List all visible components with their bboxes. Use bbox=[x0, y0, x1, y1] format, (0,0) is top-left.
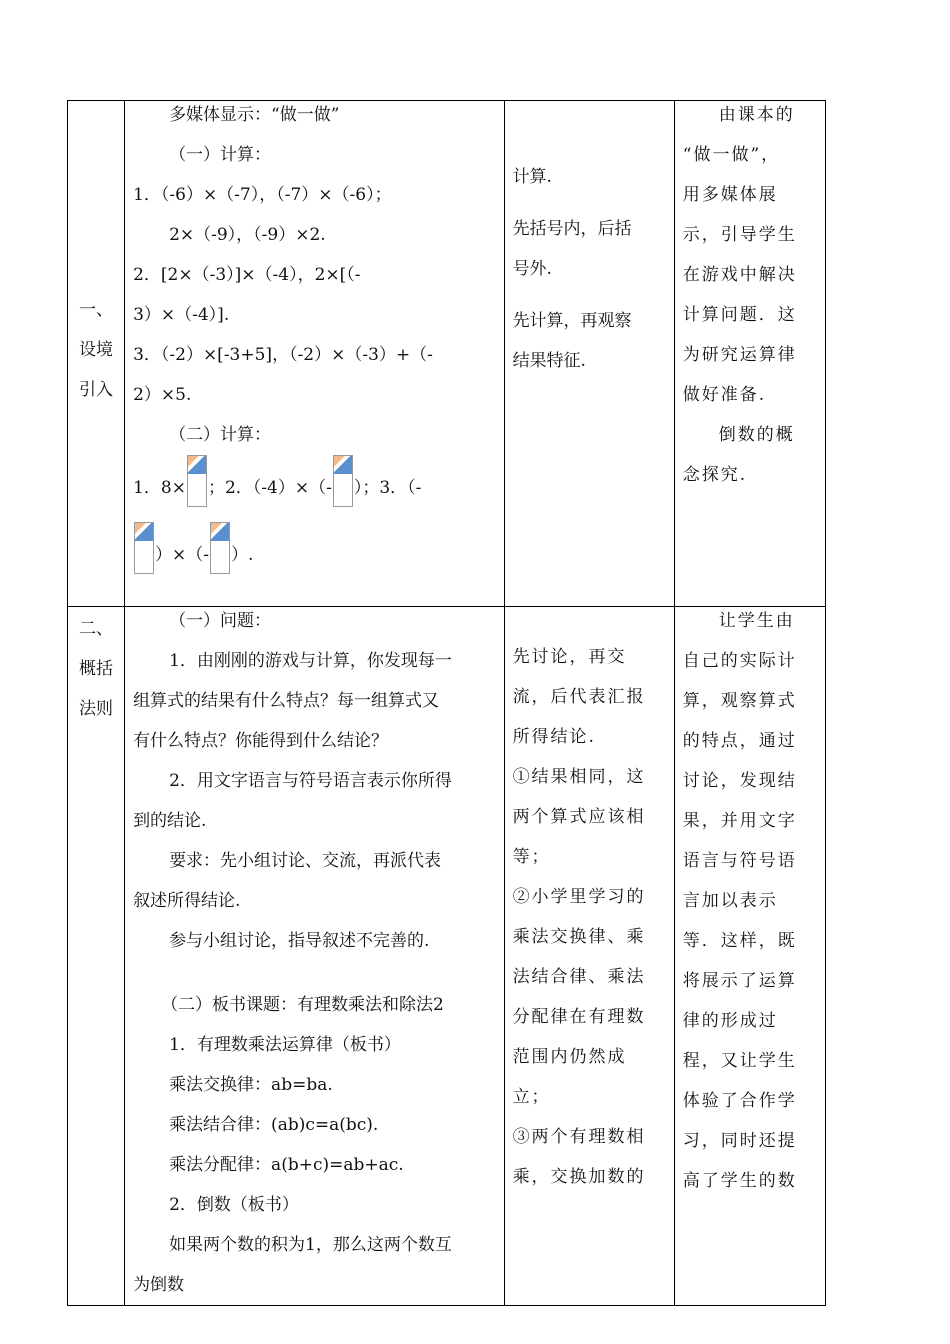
text-line: 在游戏中解决 bbox=[682, 265, 797, 285]
text-line: 示，引导学生 bbox=[682, 225, 797, 245]
text-line: （一）计算： bbox=[169, 145, 272, 165]
text-line: 让学生由 bbox=[718, 611, 795, 631]
text-line: 号外. bbox=[512, 259, 552, 279]
text-line: 2．[2×（-3）]×（-4），2×[（- bbox=[133, 265, 361, 285]
text-line: 有什么特点？你能得到什么结论？ bbox=[133, 731, 389, 751]
text-line: 乘法交换律：ab=ba. bbox=[169, 1075, 333, 1095]
stage-label: 设境 bbox=[79, 340, 114, 360]
text-line: 语言与符号语 bbox=[682, 851, 797, 871]
text-line: 乘法分配律：a(b+c)=ab+ac. bbox=[169, 1155, 404, 1175]
text-fragment: 1．8× bbox=[133, 478, 186, 498]
text-line: 由课本的 bbox=[718, 105, 795, 125]
text-line: 果，并用文字 bbox=[682, 811, 797, 831]
stage-cell bbox=[68, 101, 125, 607]
text-line: 乘法结合律：(ab)c=a(bc). bbox=[169, 1115, 379, 1135]
text-line: 2．用文字语言与符号语言表示你所得 bbox=[169, 771, 452, 791]
text-line: 3）×（-4）]. bbox=[133, 305, 230, 325]
text-line: ②小学里学习的 bbox=[512, 887, 646, 907]
text-line: 组算式的结果有什么特点？每一组算式又 bbox=[133, 691, 440, 711]
stage-label: 概括 bbox=[79, 659, 114, 679]
text-line: 为研究运算律 bbox=[682, 345, 797, 365]
text-line: “做一做”， bbox=[682, 145, 781, 165]
text-line: 等．这样，既 bbox=[682, 931, 797, 951]
stage-label: 引入 bbox=[79, 380, 114, 400]
text-line: 念探究. bbox=[682, 465, 748, 485]
text-line: 2．倒数（板书） bbox=[169, 1195, 299, 1215]
stage-label: 二、 bbox=[79, 619, 114, 639]
text-line: 先讨论，再交 bbox=[512, 647, 627, 667]
text-line: 算，观察算式 bbox=[682, 691, 797, 711]
design-intent-cell bbox=[674, 607, 825, 1306]
student-activity-cell bbox=[504, 101, 674, 607]
text-line: ③两个有理数相 bbox=[512, 1127, 646, 1147]
text-line: 乘，交换加数的 bbox=[512, 1167, 646, 1187]
text-line: 计算. bbox=[512, 167, 552, 187]
text-line: （二）计算： bbox=[169, 425, 272, 445]
text-fragment: ）×（- bbox=[155, 545, 210, 565]
student-activity-cell bbox=[504, 607, 674, 1306]
text-fragment: ）. bbox=[231, 545, 254, 565]
text-line: 立； bbox=[512, 1087, 551, 1107]
text-line: 的特点，通过 bbox=[682, 731, 797, 751]
broken-image-icon bbox=[187, 455, 207, 507]
text-line: 言加以表示 bbox=[682, 891, 778, 911]
text-line: 多媒体显示：“做一做” bbox=[169, 105, 340, 125]
broken-image-icon bbox=[333, 455, 353, 507]
text-line: 高了学生的数 bbox=[682, 1171, 797, 1191]
design-intent-cell bbox=[674, 101, 825, 607]
table-row bbox=[68, 607, 826, 1306]
text-line: 要求：先小组讨论、交流，再派代表 bbox=[169, 851, 442, 871]
stage-label: 一、 bbox=[79, 300, 114, 320]
text-line: 做好准备. bbox=[682, 385, 767, 405]
text-line: 范围内仍然成 bbox=[512, 1047, 627, 1067]
text-line: 将展示了运算 bbox=[682, 971, 797, 991]
text-line: 法结合律、乘法 bbox=[512, 967, 646, 987]
lesson-plan-table bbox=[67, 100, 826, 1306]
text-line: 2）×5. bbox=[133, 385, 192, 405]
text-line: 分配律在有理数 bbox=[512, 1007, 646, 1027]
table-row bbox=[68, 101, 826, 607]
text-line: 用多媒体展 bbox=[682, 185, 778, 205]
teacher-activity-cell bbox=[125, 101, 505, 607]
text-line: 律的形成过 bbox=[682, 1011, 778, 1031]
teacher-activity-cell bbox=[125, 607, 505, 1306]
text-line: 先括号内，后括 bbox=[512, 219, 632, 239]
text-line: 为倒数 bbox=[133, 1275, 185, 1295]
text-line: 3．（-2）×[-3+5]，（-2）×（-3）+（- bbox=[133, 345, 433, 365]
text-line: 结果特征. bbox=[512, 351, 586, 371]
text-line: 2×（-9），（-9）×2. bbox=[169, 225, 326, 245]
text-line: 参与小组讨论，指导叙述不完善的. bbox=[169, 931, 430, 951]
formula-line bbox=[133, 455, 496, 516]
text-line: ①结果相同，这 bbox=[512, 767, 646, 787]
text-line: 先计算，再观察 bbox=[512, 311, 632, 331]
text-line: 倒数的概 bbox=[718, 425, 795, 445]
text-line: 程，又让学生 bbox=[682, 1051, 797, 1071]
text-line: 体验了合作学 bbox=[682, 1091, 797, 1111]
text-line: 习，同时还提 bbox=[682, 1131, 797, 1151]
text-line: 1．（-6）×（-7），（-7）×（-6）； bbox=[133, 185, 392, 205]
text-line: 讨论，发现结 bbox=[682, 771, 797, 791]
text-line: 自己的实际计 bbox=[682, 651, 797, 671]
text-line: 流，后代表汇报 bbox=[512, 687, 646, 707]
formula-line bbox=[133, 522, 496, 585]
stage-label: 法则 bbox=[79, 699, 114, 719]
text-line: 两个算式应该相 bbox=[512, 807, 646, 827]
text-fragment: ；2．（-4）×（- bbox=[207, 478, 332, 498]
text-line: 计算问题．这 bbox=[682, 305, 797, 325]
text-line: 乘法交换律、乘 bbox=[512, 927, 646, 947]
stage-cell bbox=[68, 607, 125, 1306]
broken-image-icon bbox=[210, 522, 230, 574]
text-line: 叙述所得结论. bbox=[133, 891, 241, 911]
text-line: 1．有理数乘法运算律（板书） bbox=[169, 1035, 401, 1055]
text-line: 到的结论. bbox=[133, 811, 207, 831]
text-line: （一）问题： bbox=[169, 611, 272, 631]
text-line: 如果两个数的积为1，那么这两个数互 bbox=[169, 1235, 452, 1255]
text-line: 等； bbox=[512, 847, 551, 867]
text-line: （二）板书课题：有理数乘法和除法2 bbox=[161, 995, 444, 1015]
text-fragment: ）；3．（- bbox=[353, 478, 422, 498]
text-line: 所得结论. bbox=[512, 727, 596, 747]
text-line: 1．由刚刚的游戏与计算，你发现每一 bbox=[169, 651, 452, 671]
broken-image-icon bbox=[134, 522, 154, 574]
